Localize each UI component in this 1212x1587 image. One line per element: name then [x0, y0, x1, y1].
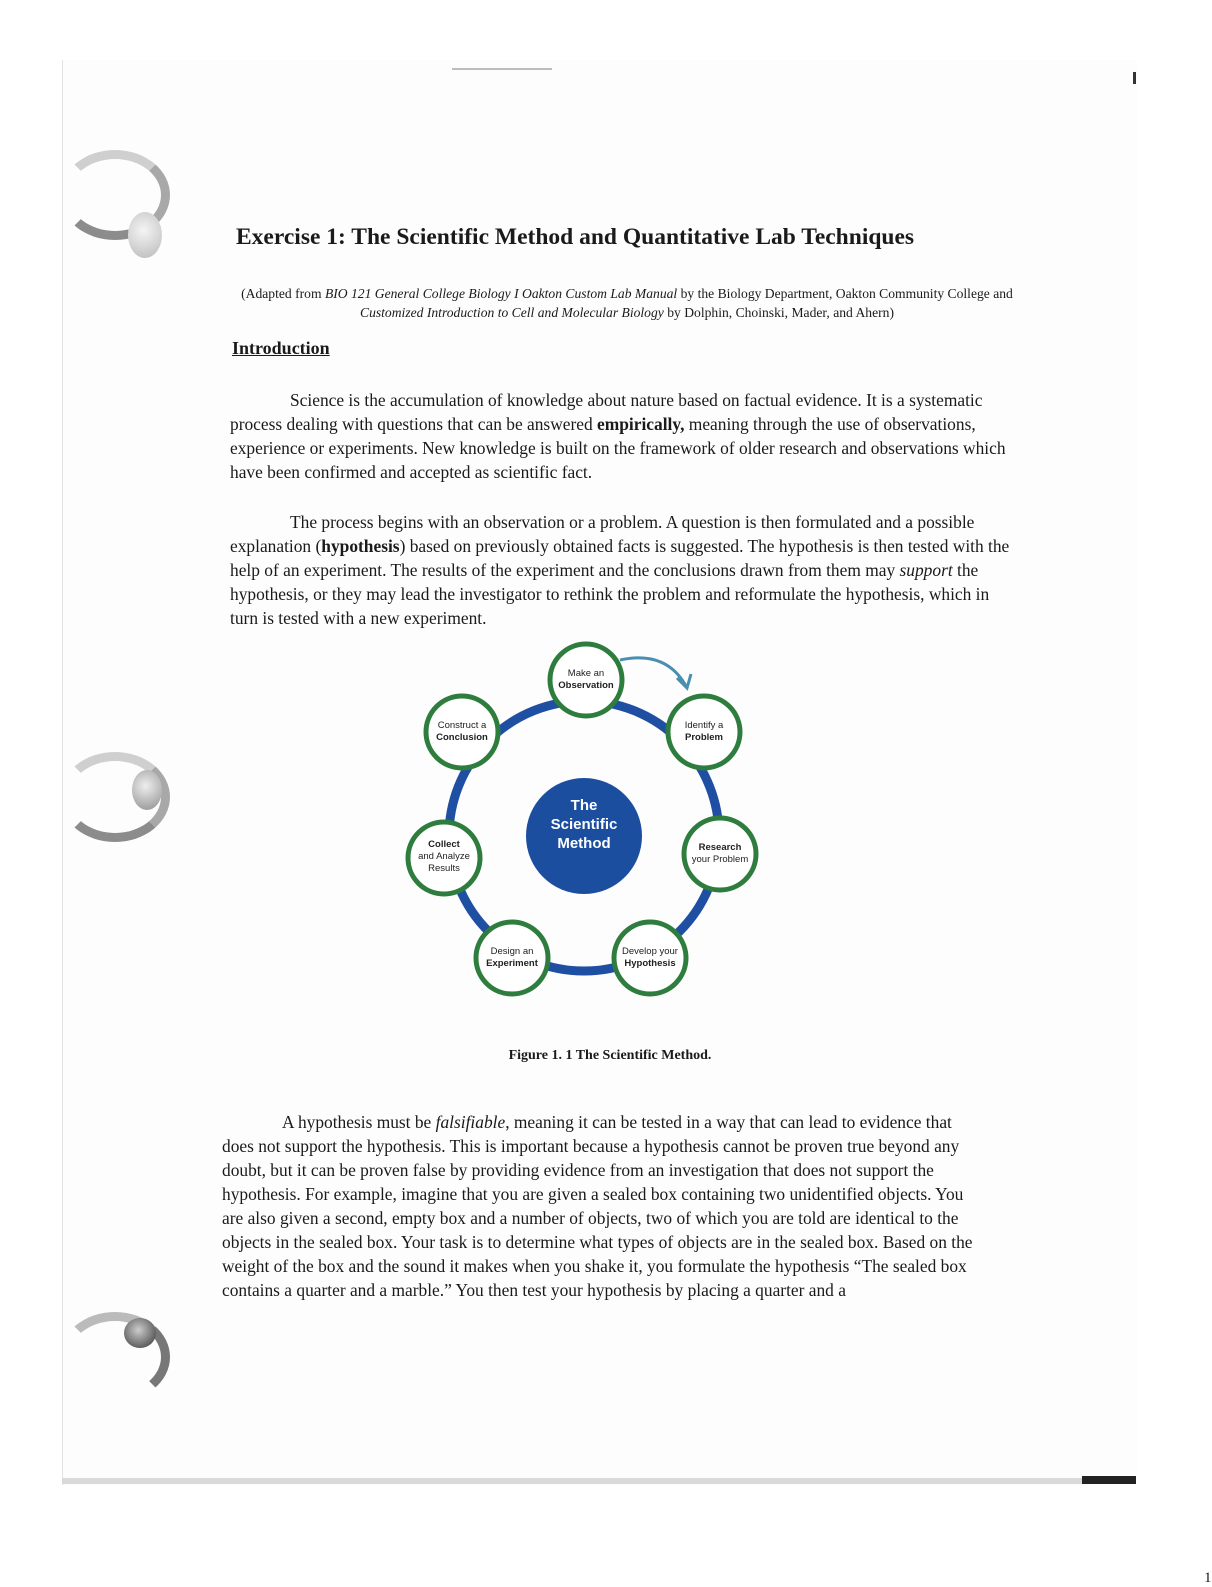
svg-text:Problem: Problem — [684, 732, 724, 743]
paper-edge — [62, 1478, 1136, 1484]
center-label-2: Scientific — [550, 816, 618, 833]
figure-caption: Figure 1. 1 The Scientific Method. — [508, 1048, 712, 1063]
svg-text:Make an: Make an — [567, 668, 605, 679]
term-falsifiable: falsifiable — [435, 1112, 506, 1132]
scan-mark — [452, 68, 552, 70]
center-label-3: Method — [557, 835, 611, 852]
node-design-experiment — [476, 922, 548, 994]
svg-text:Conclusion: Conclusion — [436, 732, 488, 743]
citation-source-2: Customized Introduction to Cell and Molecular Biology — [360, 305, 664, 320]
svg-text:Experiment: Experiment — [486, 958, 538, 969]
scan-mark — [1133, 72, 1136, 84]
citation: (Adapted from BIO 121 General College Biology I Oakton Custom Lab Manual by the Biology Department, Oakton Community College and Customized Introduction to Cell and Molecular Biology by Dolphin, Choinski, Mader, and Ahern) — [241, 286, 1013, 320]
svg-text:Research: Research — [698, 842, 742, 853]
node-research-problem — [684, 818, 756, 890]
svg-text:and Analyze: and Analyze — [418, 851, 470, 862]
term-empirically: empirically, — [597, 414, 685, 434]
node-collect-analyze — [408, 822, 480, 894]
binder-ring-hole-bottom — [124, 1318, 156, 1348]
paragraph-3: A hypothesis must be falsifiable, meaning it can be tested in a way that can lead to evidence that does not support the hypothesis. This is important because a hypothesis cannot be proven true beyond any doubt, but it can be proven false by providing evidence from an investigation that does not support the hypothesis. For example, imagine that you are given a sealed box containing two unidentified objects. You are also given a second, empty box and a number of objects, two of which you are told are identical to the objects in the sealed box. Your task is to determine what types of objects are in the sealed box. Based on the weight of the box and the sound it makes when you shake it, you formulate the hypothesis “The sealed box contains a quarter and a marble.” You then test your hypothesis by placing a quarter and a — [222, 1112, 973, 1300]
page-number: 1 — [1204, 1570, 1212, 1586]
scientific-method-diagram — [398, 640, 768, 1010]
paper-edge-shadow — [1082, 1476, 1136, 1484]
node-construct-conclusion — [426, 696, 498, 768]
node-make-observation — [550, 644, 622, 716]
node-identify-problem — [668, 696, 740, 768]
svg-text:Collect: Collect — [428, 839, 460, 850]
svg-text:Construct a: Construct a — [437, 720, 487, 731]
node-develop-hypothesis — [614, 922, 686, 994]
term-support: support — [899, 560, 953, 580]
binder-ring-hole-middle — [132, 770, 162, 810]
cycle-arrow — [620, 658, 686, 686]
page-title: Exercise 1: The Scientific Method and Quantitative Lab Techniques — [236, 224, 915, 250]
svg-text:Hypothesis: Hypothesis — [624, 958, 676, 969]
paragraph-2: The process begins with an observation or a problem. A question is then formulated and a possible explanation (hypothesis) based on previously obtained facts is suggested. The hypothesis is then tested with the help of an experiment. The results of the experiment and the conclusions drawn from them may support the hypothesis, or they may lead the investigator to rethink the problem and reformulate the hypothesis, which in turn is tested with a new experiment. — [230, 512, 1010, 628]
svg-text:Observation: Observation — [558, 680, 614, 691]
citation-source-1: BIO 121 General College Biology I Oakton Custom Lab Manual — [324, 286, 678, 301]
binder-ring-hole-top — [128, 212, 162, 258]
paragraph-1: Science is the accumulation of knowledge about nature based on factual evidence. It is a systematic process dealing with questions that can be answered empirically, meaning through the use of observations, experience or experiments. New knowledge is built on the framework of older research and observations which have been confirmed and accepted as scientific fact. — [230, 390, 1006, 482]
center-label-1: The — [570, 797, 598, 814]
svg-text:Design an: Design an — [490, 946, 534, 957]
svg-text:Develop your: Develop your — [622, 946, 678, 957]
cycle-diagram-svg — [398, 640, 768, 1010]
svg-text:your Problem: your Problem — [691, 854, 749, 865]
svg-text:Identify a: Identify a — [684, 720, 724, 731]
term-hypothesis: hypothesis — [321, 536, 400, 556]
svg-text:Results: Results — [428, 863, 460, 874]
section-heading: Introduction — [232, 338, 330, 358]
